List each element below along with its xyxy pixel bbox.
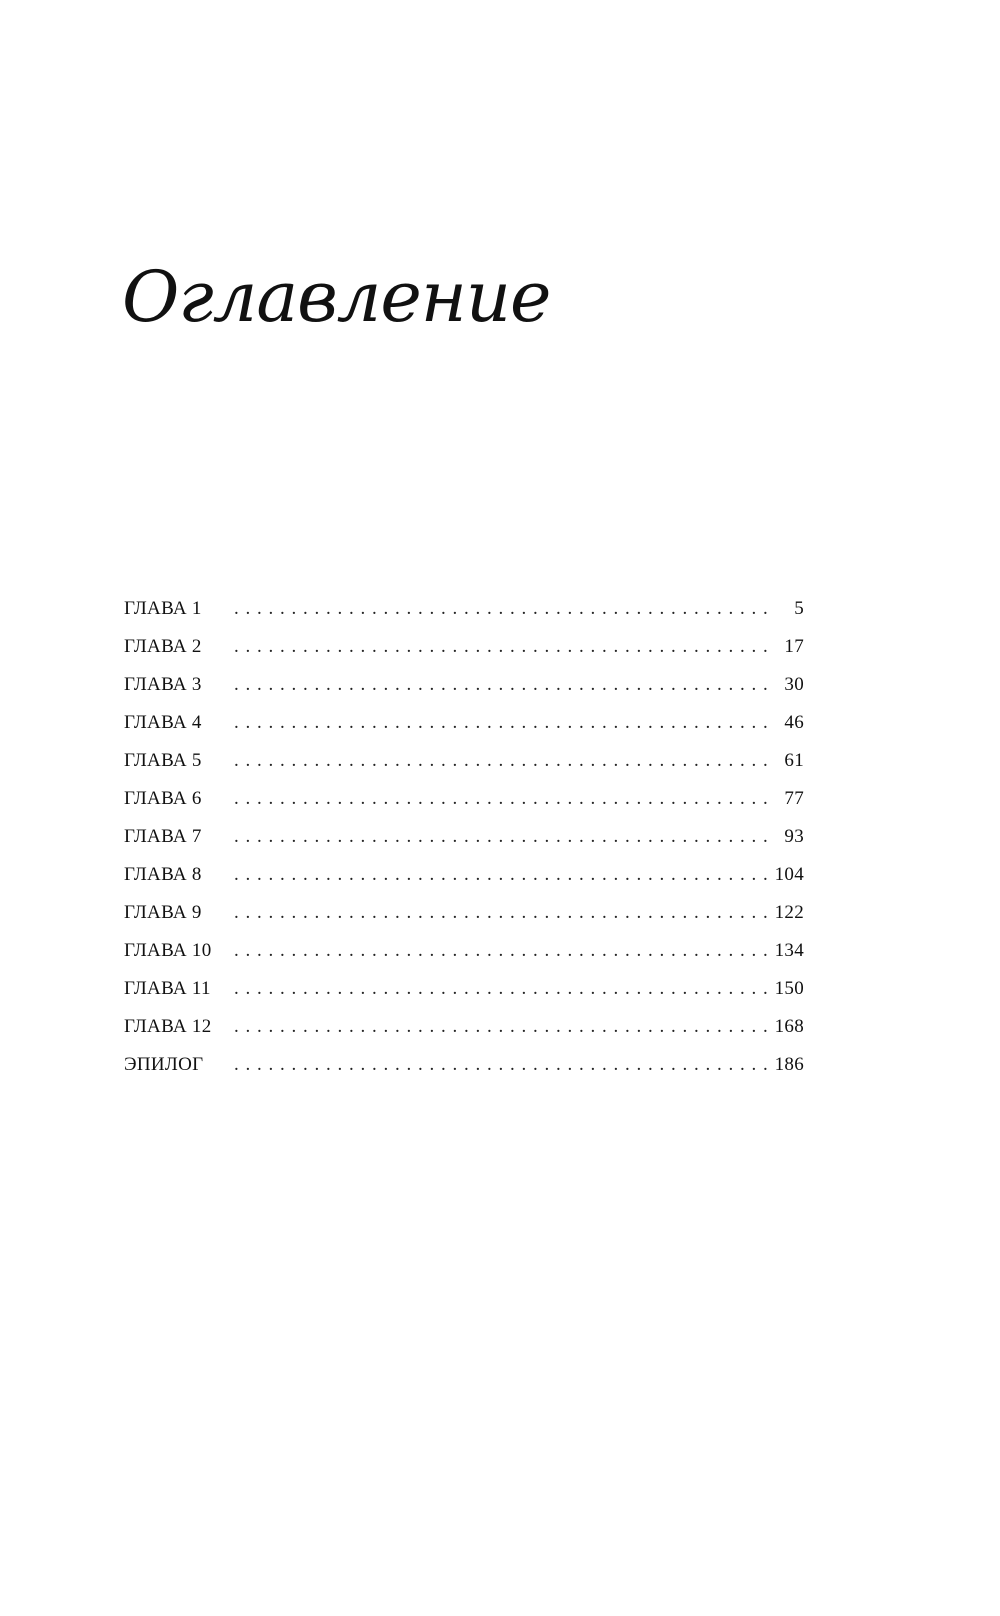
toc-entry-page: 17 bbox=[784, 636, 804, 657]
toc-entry-page: 186 bbox=[774, 1054, 804, 1075]
toc-entry-label: ГЛАВА 3 bbox=[124, 674, 202, 695]
toc-entry-page: 122 bbox=[774, 902, 804, 923]
toc-entry-page: 61 bbox=[784, 750, 804, 771]
toc-entry-label: ГЛАВА 9 bbox=[124, 902, 202, 923]
toc-leader-dots bbox=[234, 636, 768, 658]
toc-leader-dots bbox=[234, 978, 768, 1000]
toc-leader-dots bbox=[234, 750, 768, 772]
toc-leader-dots bbox=[234, 902, 768, 924]
toc-entry-page: 30 bbox=[784, 674, 804, 695]
toc-entry-label: ГЛАВА 4 bbox=[124, 712, 202, 733]
toc-entry-page: 93 bbox=[784, 826, 804, 847]
toc-entry-page: 46 bbox=[784, 712, 804, 733]
toc-entry bbox=[124, 902, 804, 940]
toc-entry bbox=[124, 1054, 804, 1092]
toc-leader-dots bbox=[234, 712, 768, 734]
toc-entry-label: ГЛАВА 6 bbox=[124, 788, 202, 809]
toc-entry-page: 5 bbox=[794, 598, 804, 619]
toc-entry bbox=[124, 940, 804, 978]
toc-entry-label: ЭПИЛОГ bbox=[124, 1054, 204, 1075]
toc-entry-page: 104 bbox=[774, 864, 804, 885]
toc-entry-label: ГЛАВА 5 bbox=[124, 750, 202, 771]
toc-leader-dots bbox=[234, 674, 768, 696]
toc-leader-dots bbox=[234, 864, 768, 886]
toc-entry-page: 77 bbox=[784, 788, 804, 809]
page-title: Оглавление bbox=[122, 256, 551, 338]
toc-entry-page: 134 bbox=[774, 940, 804, 961]
toc-leader-dots bbox=[234, 940, 768, 962]
toc-entry-label: ГЛАВА 1 bbox=[124, 598, 202, 619]
toc-entry bbox=[124, 712, 804, 750]
toc-leader-dots bbox=[234, 1016, 768, 1038]
toc-entry-label: ГЛАВА 2 bbox=[124, 636, 202, 657]
toc-entry bbox=[124, 978, 804, 1016]
table-of-contents bbox=[124, 598, 804, 1092]
toc-entry bbox=[124, 864, 804, 902]
toc-leader-dots bbox=[234, 788, 768, 810]
toc-entry bbox=[124, 826, 804, 864]
toc-entry-label: ГЛАВА 10 bbox=[124, 940, 212, 961]
toc-entry-page: 168 bbox=[774, 1016, 804, 1037]
toc-entry-page: 150 bbox=[774, 978, 804, 999]
toc-entry-label: ГЛАВА 7 bbox=[124, 826, 202, 847]
toc-leader-dots bbox=[234, 826, 768, 848]
toc-entry-label: ГЛАВА 8 bbox=[124, 864, 202, 885]
toc-leader-dots bbox=[234, 598, 768, 620]
toc-leader-dots bbox=[234, 1054, 768, 1076]
toc-entry bbox=[124, 636, 804, 674]
toc-entry-label: ГЛАВА 12 bbox=[124, 1016, 212, 1037]
toc-entry bbox=[124, 674, 804, 712]
toc-entry bbox=[124, 598, 804, 636]
toc-entry bbox=[124, 788, 804, 826]
toc-entry-label: ГЛАВА 11 bbox=[124, 978, 211, 999]
toc-entry bbox=[124, 1016, 804, 1054]
toc-entry bbox=[124, 750, 804, 788]
